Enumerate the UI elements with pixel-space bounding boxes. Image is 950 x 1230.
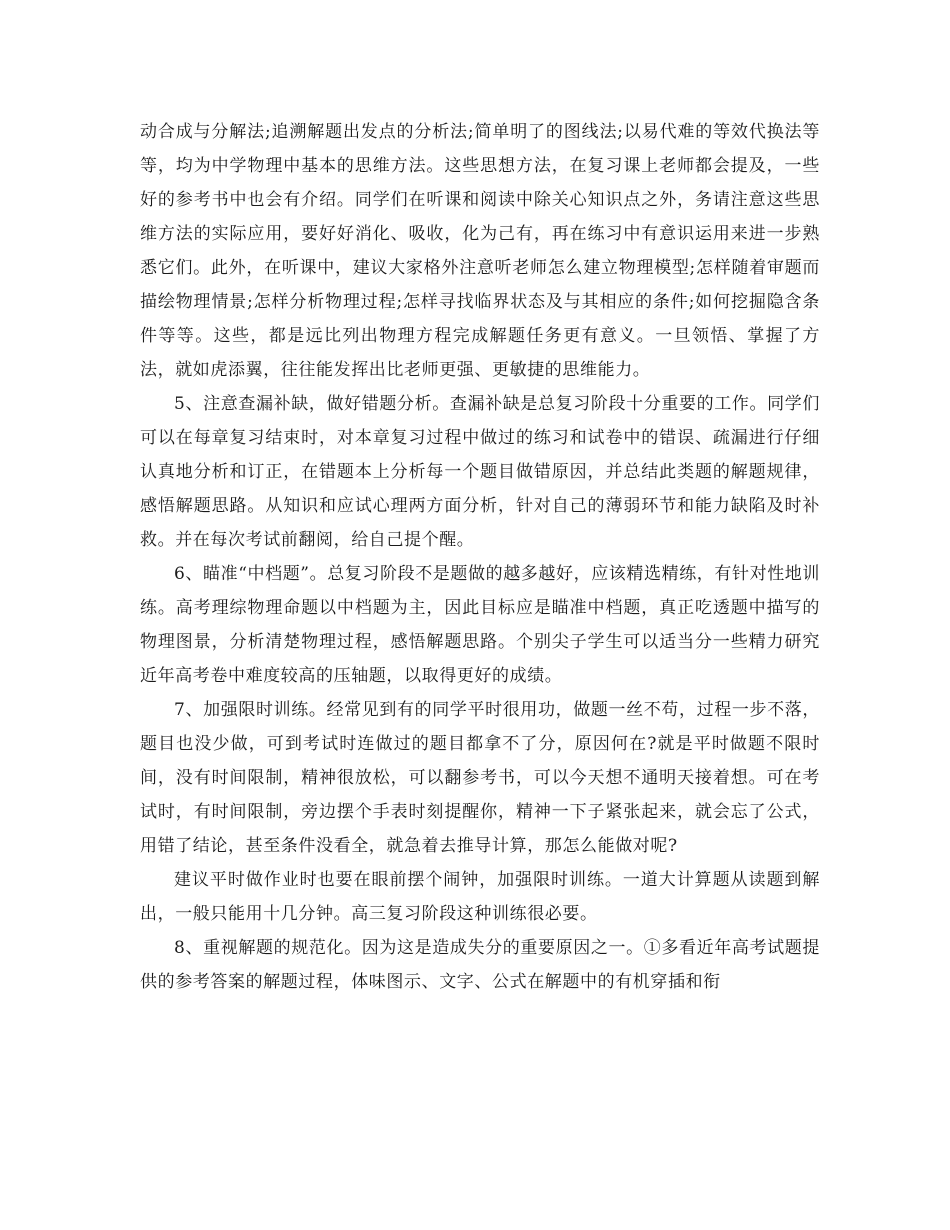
document-body (140, 115, 820, 999)
paragraph-7-timed-training: 7、加强限时训练。经常见到有的同学平时很用功，做题一丝不苟，过程一步不落，题目也没少做，可到考试时连做过的题目都拿不了分，原因何在?就是平时做题不限时间，没有时间限制，精神很放松，可以翻参考书，可以今天想不通明天接着想。可在考试时，有时间限制，旁边摆个手表时刻提醒你，精神一下子紧张起来，就会忘了公式，用错了结论，甚至条件没看全，就急着去推导计算，那怎么能做对呢? (140, 700, 820, 856)
paragraph-continuation: 动合成与分解法;追溯解题出发点的分析法;简单明了的图线法;以易代难的等效代换法等等，均为中学物理中基本的思维方法。这些思想方法，在复习课上老师都会提及，一些好的参考书中也会有介绍。同学们在听课和阅读中除关心知识点之外，务请注意这些思维方法的实际应用，要好好消化、吸收，化为己有，再在练习中有意识运用来进一步熟悉它们。此外，在听课中，建议大家格外注意听老师怎么建立物理模型;怎样随着审题而描绘物理情景;怎样分析物理过程;怎样寻找临界状态及与其相应的条件;如何挖掘隐含条件等等。这些，都是远比列出物理方程完成解题任务更有意义。一旦领悟、掌握了方法，就如虎添翼，往往能发挥出比老师更强、更敏捷的思维能力。 (140, 122, 820, 380)
paragraph-8-standardization: 8、重视解题的规范化。因为这是造成失分的重要原因之一。①多看近年高考试题提供的参考答案的解题过程，体味图示、文字、公式在解题中的有机穿插和衔 (140, 938, 820, 992)
paragraph-alarm-clock: 建议平时做作业时也要在眼前摆个闹钟，加强限时训练。一道大计算题从读题到解出，一般只能用十几分钟。高三复习阶段这种训练很必要。 (140, 870, 820, 924)
paragraph-5-error-analysis: 5、注意查漏补缺，做好错题分析。查漏补缺是总复习阶段十分重要的工作。同学们可以在每章复习结束时，对本章复习过程中做过的练习和试卷中的错误、疏漏进行仔细认真地分析和订正，在错题本上分析每一个题目做错原因，并总结此类题的解题规律，感悟解题思路。从知识和应试心理两方面分析，针对自己的薄弱环节和能力缺陷及时补救。并在每次考试前翻阅，给自己提个醒。 (140, 394, 820, 550)
paragraph-6-medium-questions: 6、瞄准“中档题”。总复习阶段不是题做的越多越好，应该精选精练，有针对性地训练。高考理综物理命题以中档题为主，因此目标应是瞄准中档题，真正吃透题中描写的物理图景，分析清楚物理过程，感悟解题思路。个别尖子学生可以适当分一些精力研究近年高考卷中难度较高的压轴题，以取得更好的成绩。 (140, 564, 820, 686)
